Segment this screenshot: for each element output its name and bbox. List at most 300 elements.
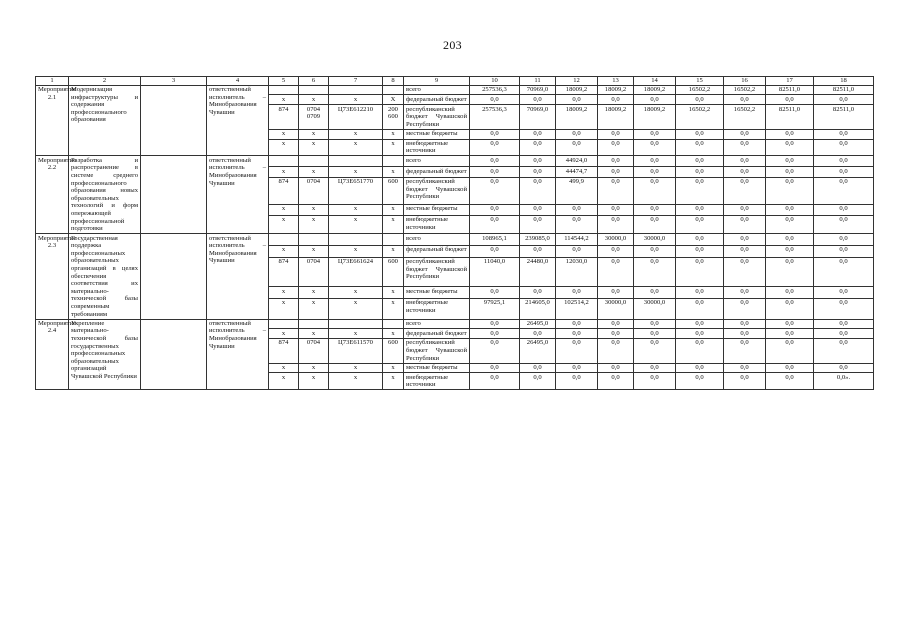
table-row bbox=[36, 85, 874, 95]
funding-value: 11040,0 bbox=[470, 257, 520, 287]
funding-value: 0,0 bbox=[470, 95, 520, 105]
responsible-executor: ответственный исполнитель – Минобразования Чувашии bbox=[207, 156, 269, 234]
funding-value: 0,0 bbox=[676, 167, 724, 178]
funding-value: 0,0 bbox=[676, 139, 724, 156]
funding-value: 0,0 bbox=[814, 287, 874, 299]
funding-value: 0,0 bbox=[470, 204, 520, 215]
code-section: x bbox=[299, 95, 329, 105]
funding-value: 0,0 bbox=[766, 287, 814, 299]
funding-value: 0,0 bbox=[676, 319, 724, 329]
funding-value: 0,0 bbox=[766, 319, 814, 329]
code-section bbox=[299, 85, 329, 95]
column-header: 12 bbox=[556, 77, 598, 86]
funding-value: 0,0 bbox=[814, 167, 874, 178]
funding-value: 0,0 bbox=[766, 95, 814, 105]
funding-value: 0,0 bbox=[598, 177, 634, 204]
funding-source: республиканский бюджет Чувашской Республики bbox=[404, 257, 470, 287]
code-grbs bbox=[269, 156, 299, 167]
funding-value: 18009,2 bbox=[556, 85, 598, 95]
funding-value: 0,0 bbox=[766, 257, 814, 287]
page-number: 203 bbox=[443, 38, 462, 52]
funding-value: 0,0 bbox=[556, 139, 598, 156]
funding-value: 0,0 bbox=[598, 95, 634, 105]
funding-value: 18009,2 bbox=[598, 105, 634, 130]
funding-value: 0,0 bbox=[766, 139, 814, 156]
funding-value: 0,0 bbox=[814, 329, 874, 339]
funding-value: 0,0 bbox=[814, 319, 874, 329]
code-grbs: 874 bbox=[269, 177, 299, 204]
column-header: 8 bbox=[383, 77, 404, 86]
funding-value: 0,0». bbox=[814, 373, 874, 390]
funding-source: внебюджетные источники bbox=[404, 299, 470, 319]
funding-value: 0,0 bbox=[676, 204, 724, 215]
funding-value: 0,0 bbox=[470, 177, 520, 204]
activity-number: Мероприятие 2.3 bbox=[36, 234, 69, 319]
funding-value: 0,0 bbox=[556, 95, 598, 105]
funding-value: 0,0 bbox=[598, 287, 634, 299]
funding-value: 26495,0 bbox=[520, 339, 556, 364]
code-target-item: x bbox=[329, 95, 383, 105]
funding-value: 30000,0 bbox=[634, 299, 676, 319]
funding-value: 0,0 bbox=[814, 129, 874, 139]
funding-value: 0,0 bbox=[766, 129, 814, 139]
code-expense-type: 600 bbox=[383, 339, 404, 364]
code-section: x bbox=[299, 287, 329, 299]
code-expense-type: x bbox=[383, 129, 404, 139]
funding-value: 0,0 bbox=[470, 167, 520, 178]
code-section bbox=[299, 156, 329, 167]
code-grbs bbox=[269, 234, 299, 246]
funding-source: местные бюджеты bbox=[404, 129, 470, 139]
funding-value: 18009,2 bbox=[556, 105, 598, 130]
table-body bbox=[36, 85, 874, 390]
column-header: 15 bbox=[676, 77, 724, 86]
funding-value: 0,0 bbox=[634, 319, 676, 329]
funding-value: 0,0 bbox=[634, 215, 676, 234]
column-header: 2 bbox=[69, 77, 141, 86]
column-header: 13 bbox=[598, 77, 634, 86]
column-header: 7 bbox=[329, 77, 383, 86]
funding-value: 0,0 bbox=[676, 215, 724, 234]
code-expense-type bbox=[383, 234, 404, 246]
code-expense-type: x bbox=[383, 363, 404, 373]
funding-value: 0,0 bbox=[634, 129, 676, 139]
funding-value: 0,0 bbox=[814, 156, 874, 167]
funding-value: 0,0 bbox=[520, 167, 556, 178]
funding-value: 0,0 bbox=[724, 204, 766, 215]
funding-source: федеральный бюджет bbox=[404, 95, 470, 105]
funding-source: федеральный бюджет bbox=[404, 245, 470, 257]
funding-value: 16502,2 bbox=[676, 105, 724, 130]
funding-value: 0,0 bbox=[766, 245, 814, 257]
funding-value: 0,0 bbox=[766, 373, 814, 390]
funding-value: 0,0 bbox=[598, 215, 634, 234]
code-target-item bbox=[329, 156, 383, 167]
code-grbs: 874 bbox=[269, 339, 299, 364]
funding-value: 0,0 bbox=[556, 339, 598, 364]
column-header: 16 bbox=[724, 77, 766, 86]
code-expense-type: x bbox=[383, 245, 404, 257]
funding-value: 0,0 bbox=[814, 234, 874, 246]
funding-value: 0,0 bbox=[470, 319, 520, 329]
funding-value: 0,0 bbox=[676, 245, 724, 257]
funding-value: 0,0 bbox=[634, 373, 676, 390]
funding-value: 0,0 bbox=[598, 373, 634, 390]
code-grbs bbox=[269, 85, 299, 95]
code-grbs: x bbox=[269, 287, 299, 299]
code-grbs: x bbox=[269, 299, 299, 319]
funding-value: 0,0 bbox=[724, 363, 766, 373]
funding-value: 0,0 bbox=[598, 139, 634, 156]
funding-value: 257536,3 bbox=[470, 105, 520, 130]
funding-source: республиканский бюджет Чувашской Республики bbox=[404, 177, 470, 204]
code-section: 0704 bbox=[299, 257, 329, 287]
code-expense-type: X bbox=[383, 95, 404, 105]
activity-number: Мероприятие 2.2 bbox=[36, 156, 69, 234]
funding-source: местные бюджеты bbox=[404, 287, 470, 299]
funding-value: 0,0 bbox=[598, 329, 634, 339]
funding-value: 30000,0 bbox=[634, 234, 676, 246]
funding-value: 0,0 bbox=[520, 363, 556, 373]
activity-col3 bbox=[141, 319, 207, 390]
code-section: x bbox=[299, 167, 329, 178]
activity-title: Модернизация инфраструктуры и содержания профессионального образования bbox=[69, 85, 141, 156]
funding-value: 0,0 bbox=[520, 129, 556, 139]
funding-value: 82511,0 bbox=[814, 85, 874, 95]
funding-source: всего bbox=[404, 319, 470, 329]
code-grbs: 874 bbox=[269, 105, 299, 130]
funding-value: 257536,3 bbox=[470, 85, 520, 95]
funding-value: 0,0 bbox=[766, 167, 814, 178]
funding-value: 16502,2 bbox=[676, 85, 724, 95]
funding-value: 102514,2 bbox=[556, 299, 598, 319]
column-header: 18 bbox=[814, 77, 874, 86]
funding-value: 0,0 bbox=[676, 373, 724, 390]
funding-value: 0,0 bbox=[724, 177, 766, 204]
funding-value: 0,0 bbox=[676, 95, 724, 105]
funding-value: 0,0 bbox=[470, 373, 520, 390]
code-grbs: x bbox=[269, 139, 299, 156]
funding-source: республиканский бюджет Чувашской Республики bbox=[404, 339, 470, 364]
funding-value: 0,0 bbox=[598, 339, 634, 364]
funding-value: 0,0 bbox=[470, 363, 520, 373]
funding-value: 0,0 bbox=[634, 257, 676, 287]
code-section bbox=[299, 234, 329, 246]
funding-value: 0,0 bbox=[470, 245, 520, 257]
funding-value: 0,0 bbox=[724, 167, 766, 178]
funding-value: 0,0 bbox=[634, 156, 676, 167]
code-grbs bbox=[269, 319, 299, 329]
activity-col3 bbox=[141, 85, 207, 156]
code-target-item: x bbox=[329, 245, 383, 257]
funding-value: 0,0 bbox=[676, 257, 724, 287]
funding-value: 0,0 bbox=[766, 339, 814, 364]
code-expense-type: x bbox=[383, 204, 404, 215]
code-section: 0704 0709 bbox=[299, 105, 329, 130]
code-section: x bbox=[299, 299, 329, 319]
funding-value: 0,0 bbox=[676, 329, 724, 339]
funding-value: 0,0 bbox=[556, 319, 598, 329]
funding-value: 0,0 bbox=[676, 363, 724, 373]
code-section: x bbox=[299, 139, 329, 156]
funding-value: 18009,2 bbox=[634, 105, 676, 130]
funding-source: местные бюджеты bbox=[404, 363, 470, 373]
code-section: x bbox=[299, 363, 329, 373]
funding-value: 0,0 bbox=[520, 373, 556, 390]
funding-value: 0,0 bbox=[634, 177, 676, 204]
code-expense-type: x bbox=[383, 299, 404, 319]
budget-table bbox=[35, 76, 874, 390]
code-target-item: x bbox=[329, 299, 383, 319]
funding-value: 0,0 bbox=[470, 156, 520, 167]
funding-value: 0,0 bbox=[766, 299, 814, 319]
funding-value: 0,0 bbox=[634, 245, 676, 257]
funding-value: 0,0 bbox=[520, 156, 556, 167]
funding-value: 0,0 bbox=[634, 287, 676, 299]
funding-value: 499,9 bbox=[556, 177, 598, 204]
funding-value: 0,0 bbox=[766, 363, 814, 373]
funding-value: 16502,2 bbox=[724, 85, 766, 95]
funding-value: 0,0 bbox=[598, 257, 634, 287]
column-header: 17 bbox=[766, 77, 814, 86]
code-target-item: Ц73Е611570 bbox=[329, 339, 383, 364]
code-expense-type: x bbox=[383, 215, 404, 234]
funding-value: 0,0 bbox=[676, 287, 724, 299]
funding-value: 0,0 bbox=[676, 299, 724, 319]
code-grbs: x bbox=[269, 167, 299, 178]
funding-value: 0,0 bbox=[598, 129, 634, 139]
column-header: 3 bbox=[141, 77, 207, 86]
funding-value: 0,0 bbox=[766, 329, 814, 339]
funding-value: 0,0 bbox=[676, 129, 724, 139]
activity-number: Мероприятие 2.1 bbox=[36, 85, 69, 156]
funding-value: 0,0 bbox=[634, 95, 676, 105]
funding-value: 44474,7 bbox=[556, 167, 598, 178]
funding-value: 0,0 bbox=[676, 177, 724, 204]
funding-value: 0,0 bbox=[724, 329, 766, 339]
table-row bbox=[36, 156, 874, 167]
funding-source: всего bbox=[404, 234, 470, 246]
funding-value: 0,0 bbox=[520, 177, 556, 204]
column-header: 4 bbox=[207, 77, 269, 86]
funding-value: 0,0 bbox=[520, 245, 556, 257]
code-section: 0704 bbox=[299, 177, 329, 204]
funding-value: 0,0 bbox=[556, 373, 598, 390]
funding-value: 0,0 bbox=[556, 204, 598, 215]
funding-value: 30000,0 bbox=[598, 299, 634, 319]
funding-value: 0,0 bbox=[556, 129, 598, 139]
funding-value: 0,0 bbox=[814, 363, 874, 373]
funding-source: внебюджетные источники bbox=[404, 139, 470, 156]
funding-value: 0,0 bbox=[814, 204, 874, 215]
funding-value: 0,0 bbox=[556, 329, 598, 339]
column-header: 9 bbox=[404, 77, 470, 86]
code-target-item: Ц73Е612210 bbox=[329, 105, 383, 130]
funding-value: 0,0 bbox=[634, 139, 676, 156]
funding-source: республиканский бюджет Чувашской Республики bbox=[404, 105, 470, 130]
responsible-executor: ответственный исполнитель – Минобразования Чувашии bbox=[207, 85, 269, 156]
funding-value: 0,0 bbox=[724, 95, 766, 105]
code-grbs: 874 bbox=[269, 257, 299, 287]
activity-title: Укрепление материально-технической базы государственных профессиональных образовательных организаций Чувашской Республики bbox=[69, 319, 141, 390]
funding-value: 0,0 bbox=[598, 156, 634, 167]
funding-value: 0,0 bbox=[814, 245, 874, 257]
funding-value: 0,0 bbox=[814, 299, 874, 319]
funding-value: 0,0 bbox=[556, 363, 598, 373]
code-target-item bbox=[329, 319, 383, 329]
funding-value: 97925,1 bbox=[470, 299, 520, 319]
code-grbs: x bbox=[269, 204, 299, 215]
code-grbs: x bbox=[269, 215, 299, 234]
funding-value: 0,0 bbox=[766, 204, 814, 215]
code-section: 0704 bbox=[299, 339, 329, 364]
funding-value: 0,0 bbox=[724, 245, 766, 257]
column-header: 6 bbox=[299, 77, 329, 86]
funding-value: 18009,2 bbox=[598, 85, 634, 95]
funding-source: всего bbox=[404, 85, 470, 95]
code-target-item: x bbox=[329, 204, 383, 215]
code-expense-type: x bbox=[383, 287, 404, 299]
code-section: x bbox=[299, 204, 329, 215]
funding-value: 0,0 bbox=[520, 329, 556, 339]
funding-value: 0,0 bbox=[520, 95, 556, 105]
funding-value: 0,0 bbox=[598, 245, 634, 257]
code-target-item: x bbox=[329, 167, 383, 178]
column-header: 11 bbox=[520, 77, 556, 86]
code-target-item: Ц73Е661624 bbox=[329, 257, 383, 287]
funding-value: 0,0 bbox=[724, 234, 766, 246]
code-target-item: x bbox=[329, 129, 383, 139]
funding-value: 44924,0 bbox=[556, 156, 598, 167]
code-grbs: x bbox=[269, 329, 299, 339]
funding-value: 0,0 bbox=[766, 215, 814, 234]
code-grbs: x bbox=[269, 129, 299, 139]
table-row bbox=[36, 319, 874, 329]
code-expense-type bbox=[383, 156, 404, 167]
funding-value: 108965,1 bbox=[470, 234, 520, 246]
funding-value: 0,0 bbox=[598, 167, 634, 178]
column-header: 1 bbox=[36, 77, 69, 86]
funding-source: местные бюджеты bbox=[404, 204, 470, 215]
funding-value: 114544,2 bbox=[556, 234, 598, 246]
funding-source: внебюджетные источники bbox=[404, 215, 470, 234]
code-target-item: x bbox=[329, 363, 383, 373]
code-expense-type: x bbox=[383, 373, 404, 390]
funding-value: 0,0 bbox=[676, 234, 724, 246]
funding-value: 0,0 bbox=[598, 319, 634, 329]
funding-value: 0,0 bbox=[676, 156, 724, 167]
funding-value: 0,0 bbox=[814, 139, 874, 156]
table-row bbox=[36, 234, 874, 246]
code-target-item: x bbox=[329, 287, 383, 299]
funding-value: 0,0 bbox=[598, 204, 634, 215]
funding-value: 0,0 bbox=[724, 373, 766, 390]
code-section: x bbox=[299, 373, 329, 390]
header-row bbox=[36, 77, 874, 86]
code-grbs: x bbox=[269, 95, 299, 105]
activity-title: Разработка и распространение в системе среднего профессионального образования новых образовательных технологий и форм опережающей профессиональной подготовки bbox=[69, 156, 141, 234]
funding-value: 82511,0 bbox=[814, 105, 874, 130]
funding-value: 0,0 bbox=[766, 234, 814, 246]
funding-value: 0,0 bbox=[634, 167, 676, 178]
funding-source: внебюджетные источники bbox=[404, 373, 470, 390]
funding-value: 0,0 bbox=[724, 156, 766, 167]
code-section bbox=[299, 319, 329, 329]
funding-value: 0,0 bbox=[724, 129, 766, 139]
funding-value: 0,0 bbox=[724, 339, 766, 364]
funding-value: 16502,2 bbox=[724, 105, 766, 130]
code-expense-type: x bbox=[383, 167, 404, 178]
funding-value: 0,0 bbox=[556, 245, 598, 257]
funding-value: 0,0 bbox=[556, 287, 598, 299]
funding-value: 30000,0 bbox=[598, 234, 634, 246]
funding-value: 0,0 bbox=[766, 177, 814, 204]
code-expense-type: x bbox=[383, 329, 404, 339]
activity-col3 bbox=[141, 234, 207, 319]
column-header: 14 bbox=[634, 77, 676, 86]
code-target-item: Ц73Е651770 bbox=[329, 177, 383, 204]
funding-source: федеральный бюджет bbox=[404, 329, 470, 339]
activity-col3 bbox=[141, 156, 207, 234]
funding-value: 70969,0 bbox=[520, 85, 556, 95]
code-expense-type: 600 bbox=[383, 257, 404, 287]
code-grbs: x bbox=[269, 373, 299, 390]
column-header: 10 bbox=[470, 77, 520, 86]
funding-value: 0,0 bbox=[598, 363, 634, 373]
funding-value: 0,0 bbox=[520, 204, 556, 215]
funding-value: 0,0 bbox=[814, 215, 874, 234]
code-section: x bbox=[299, 215, 329, 234]
code-target-item: x bbox=[329, 215, 383, 234]
code-section: x bbox=[299, 129, 329, 139]
code-target-item bbox=[329, 234, 383, 246]
funding-value: 0,0 bbox=[470, 339, 520, 364]
column-header: 5 bbox=[269, 77, 299, 86]
code-grbs: x bbox=[269, 363, 299, 373]
funding-value: 18009,2 bbox=[634, 85, 676, 95]
funding-value: 82511,0 bbox=[766, 85, 814, 95]
funding-value: 0,0 bbox=[724, 299, 766, 319]
activity-number: Мероприятие 2.4 bbox=[36, 319, 69, 390]
funding-value: 0,0 bbox=[724, 287, 766, 299]
funding-value: 0,0 bbox=[634, 363, 676, 373]
funding-value: 26495,0 bbox=[520, 319, 556, 329]
funding-value: 0,0 bbox=[724, 215, 766, 234]
funding-value: 0,0 bbox=[470, 287, 520, 299]
funding-value: 0,0 bbox=[470, 129, 520, 139]
funding-value: 0,0 bbox=[724, 257, 766, 287]
funding-value: 82511,0 bbox=[766, 105, 814, 130]
code-expense-type: x bbox=[383, 139, 404, 156]
funding-value: 0,0 bbox=[724, 319, 766, 329]
code-target-item bbox=[329, 85, 383, 95]
code-target-item: x bbox=[329, 373, 383, 390]
code-grbs: x bbox=[269, 245, 299, 257]
code-target-item: x bbox=[329, 329, 383, 339]
funding-value: 0,0 bbox=[634, 329, 676, 339]
funding-value: 0,0 bbox=[520, 215, 556, 234]
responsible-executor: ответственный исполнитель – Минобразования Чувашии bbox=[207, 319, 269, 390]
responsible-executor: ответственный исполнитель – Минобразования Чувашии bbox=[207, 234, 269, 319]
code-expense-type: 200 600 bbox=[383, 105, 404, 130]
funding-value: 214605,0 bbox=[520, 299, 556, 319]
activity-title: Государственная поддержка профессиональных образовательных организаций в целях обеспечения соответствия их материально-технической базы современным требованиям bbox=[69, 234, 141, 319]
funding-value: 0,0 bbox=[814, 95, 874, 105]
code-section: x bbox=[299, 245, 329, 257]
funding-value: 0,0 bbox=[634, 339, 676, 364]
funding-value: 0,0 bbox=[814, 339, 874, 364]
code-section: x bbox=[299, 329, 329, 339]
